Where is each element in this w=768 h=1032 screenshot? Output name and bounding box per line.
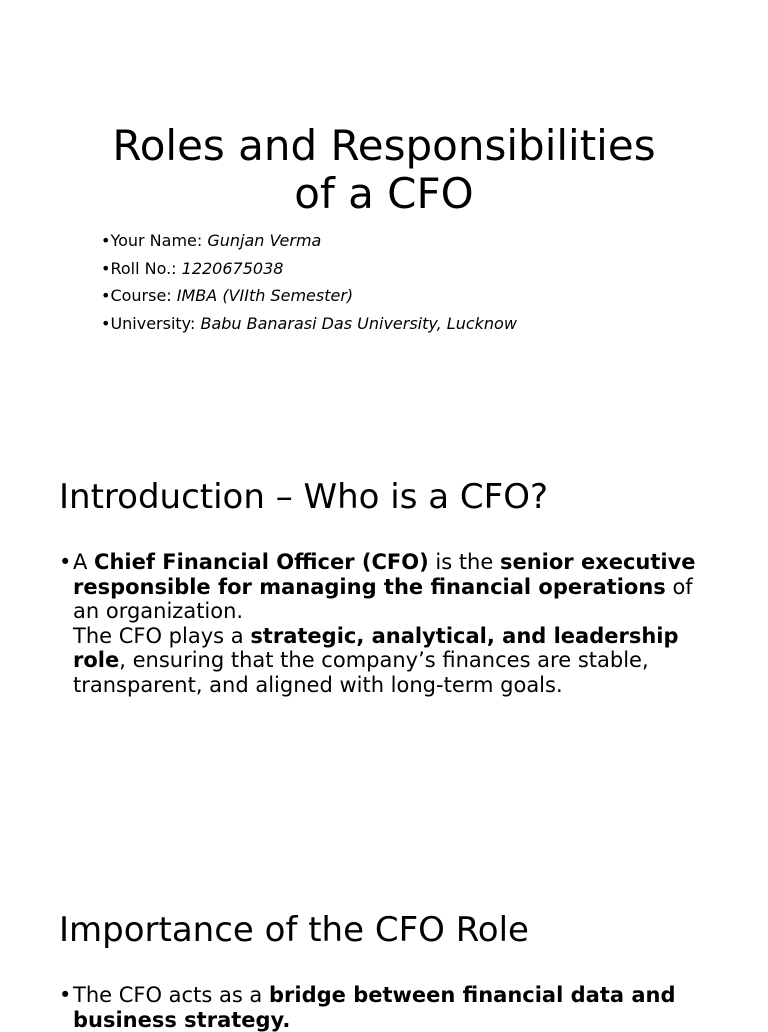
intro-paragraph-2: [73, 624, 719, 698]
importance-bold-text: bridge between financial data and business strategy.: [73, 983, 676, 1032]
detail-roll-no: [101, 255, 517, 283]
title-line-2: of a CFO: [294, 169, 474, 218]
intro-text: A: [73, 550, 95, 574]
detail-value: Babu Banarasi Das University, Lucknow: [200, 313, 517, 333]
intro-bold-text: strategic, analytical, and leadership role: [73, 623, 679, 672]
detail-value: 1220675038: [181, 258, 284, 278]
importance-heading: Importance of the CFO Role: [59, 910, 529, 950]
bullet-mark: •: [101, 313, 111, 333]
importance-text: The CFO acts as a: [73, 983, 269, 1007]
detail-university: [101, 310, 517, 338]
intro-text: , ensuring that the company’s finances are stable, transparent, and aligned with long-term goals.: [73, 648, 649, 697]
presentation-title: [0, 122, 768, 218]
intro-text: is the: [428, 550, 500, 574]
detail-label: Course:: [110, 286, 177, 305]
intro-text: of an organization.: [73, 574, 693, 623]
intro-bold-text: Chief Financial Officer (CFO): [94, 550, 429, 574]
detail-course: [101, 282, 517, 310]
detail-value: IMBA (VIIth Semester): [176, 286, 354, 305]
detail-label: Your Name:: [110, 231, 208, 250]
title-line-1: Roles and Responsibilities: [112, 121, 656, 170]
bullet-mark: •: [101, 231, 111, 250]
bullet-mark: •: [101, 258, 111, 278]
detail-label: University:: [110, 313, 201, 333]
introduction-bullet: [59, 550, 719, 697]
bullet-mark: •: [101, 286, 111, 305]
detail-name: [101, 227, 517, 255]
intro-text: The CFO plays a: [73, 623, 251, 648]
title-slide: [0, 0, 768, 440]
detail-value: Gunjan Verma: [207, 231, 322, 250]
detail-label: Roll No.:: [110, 258, 182, 278]
introduction-heading: Introduction – Who is a CFO?: [59, 477, 548, 517]
intro-bold-text: senior executive responsible for managing the financial operations: [73, 550, 696, 599]
importance-bullet: [59, 983, 719, 1032]
student-details-list: [101, 227, 517, 337]
